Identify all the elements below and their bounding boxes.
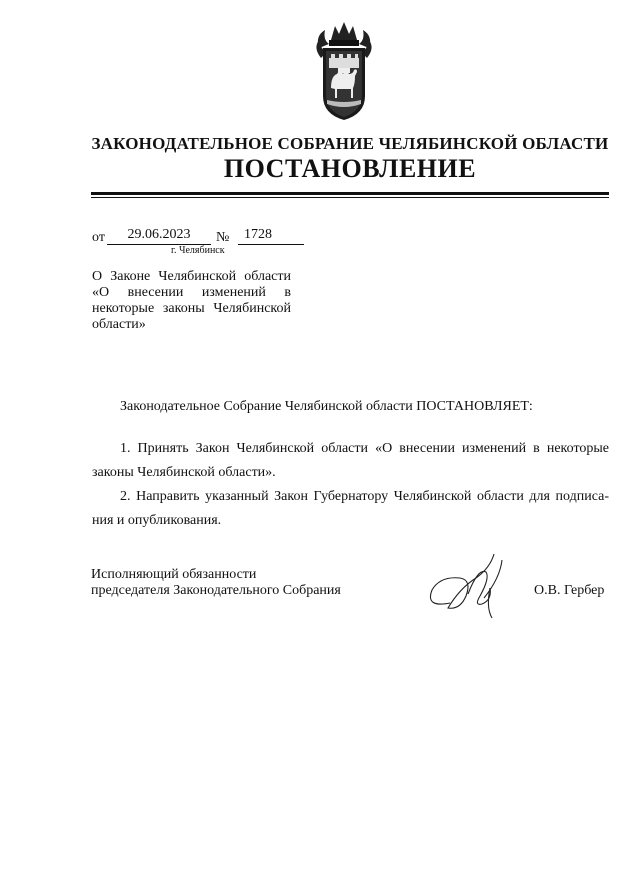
- decree-item-text: законы Челябинской области».: [92, 465, 276, 480]
- coat-of-arms-icon: [311, 18, 377, 122]
- document-city: г. Челябинск: [171, 245, 225, 256]
- decree-item-text: 1. Принять Закон Челябинской области «О внесении изменений в некоторые: [120, 441, 609, 456]
- document-number: 1728: [238, 227, 304, 245]
- decree-item-1: [92, 437, 609, 485]
- subject-line: области»: [92, 317, 146, 332]
- header-rule-thin: [91, 197, 609, 198]
- date-prefix: от: [92, 230, 105, 245]
- number-sign: №: [216, 230, 230, 245]
- signer-name: О.В. Гербер: [534, 583, 605, 598]
- organization-title: ЗАКОНОДАТЕЛЬНОЕ СОБРАНИЕ ЧЕЛЯБИНСКОЙ ОБЛАСТИ: [91, 134, 609, 153]
- decree-statement: Законодательное Собрание Челябинской области ПОСТАНОВЛЯЕТ:: [120, 399, 533, 414]
- signer-position-line: Исполняющий обязанности: [91, 567, 257, 582]
- subject-line: некоторые законы Челябинской: [92, 301, 291, 316]
- document-subject: [92, 269, 291, 333]
- document-type-title: ПОСТАНОВЛЕНИЕ: [223, 154, 477, 183]
- decree-item-text: ния и опубликования.: [92, 513, 222, 528]
- decree-item-2: [92, 485, 609, 533]
- subject-line: «О внесении изменений в: [92, 285, 291, 300]
- subject-line: О Законе Челябинской области: [92, 269, 291, 284]
- header-rule-thick: [91, 192, 609, 195]
- handwritten-signature: [420, 548, 520, 623]
- decree-item-text: 2. Направить указанный Закон Губернатору Челябинской области для подписа-: [120, 489, 609, 504]
- signer-position: [91, 567, 341, 599]
- signer-position-line: председателя Законодательного Собрания: [91, 583, 341, 598]
- document-date: 29.06.2023: [107, 227, 211, 245]
